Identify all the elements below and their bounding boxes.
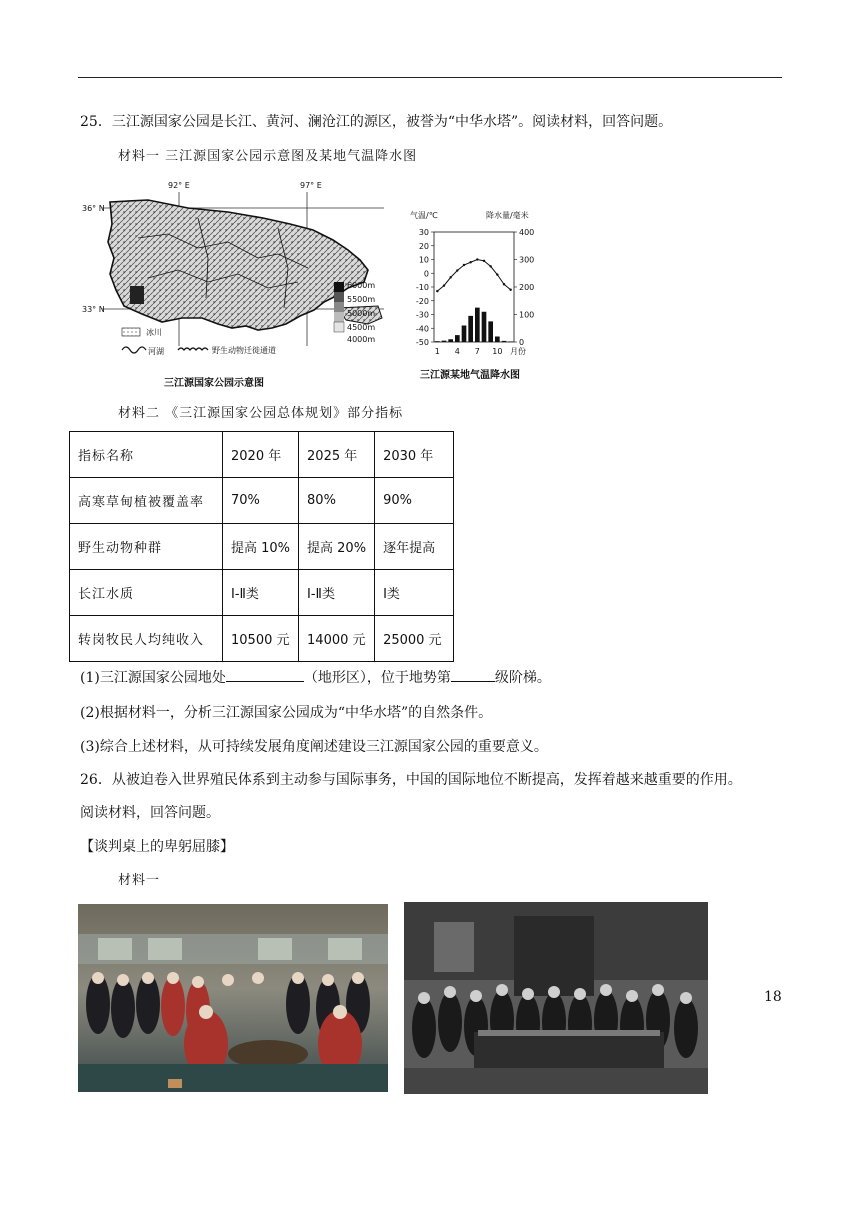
table-row — [70, 616, 454, 662]
table-cell: 2030 年 — [375, 432, 454, 478]
material-2-title: 材料二 《三江源国家公园总体规划》部分指标 — [118, 406, 404, 421]
svg-text:92° E: 92° E — [168, 181, 190, 190]
svg-text:三江源国家公园示意图: 三江源国家公园示意图 — [164, 378, 264, 389]
temp-tick-label: -10 — [415, 283, 429, 292]
table-cell: 14000 元 — [299, 616, 375, 662]
table-cell: 长江水质 — [70, 570, 223, 616]
table-row — [70, 524, 454, 570]
month-tick-label: 1 — [434, 347, 440, 356]
temp-point — [463, 264, 465, 266]
svg-text:三江源某地气温降水图: 三江源某地气温降水图 — [420, 370, 520, 381]
temp-tick-label: 10 — [418, 255, 429, 265]
table-cell: 转岗牧民人均纯收入 — [70, 616, 223, 662]
table-cell: 90% — [375, 478, 454, 524]
temp-point — [456, 269, 458, 271]
temp-point — [503, 283, 505, 285]
precip-bar — [462, 326, 467, 343]
treaty-photograph-image — [404, 902, 708, 1094]
svg-text:6000m: 6000m — [347, 281, 376, 290]
material-1-title-q26: 材料一 — [118, 873, 161, 888]
header-rule — [78, 77, 782, 78]
precip-bar — [495, 337, 500, 343]
svg-text:36° N: 36° N — [82, 204, 105, 213]
sub-question-2: (2)根据材料一，分析三江源国家公园成为“中华水塔”的自然条件。 — [80, 705, 493, 721]
precip-bar — [502, 341, 507, 342]
plot-frame — [434, 232, 514, 342]
table-cell: Ⅰ类 — [375, 570, 454, 616]
precip-bar — [448, 339, 453, 342]
temp-tick-label: -40 — [415, 324, 429, 334]
temp-point — [509, 289, 511, 291]
month-tick-label: 4 — [454, 347, 460, 356]
temp-point — [476, 258, 478, 260]
temp-axis-label: 气温/℃ — [410, 211, 438, 220]
svg-text:5500m: 5500m — [347, 295, 376, 304]
table-row — [70, 478, 454, 524]
svg-text:4500m: 4500m — [347, 323, 376, 332]
temp-point — [483, 260, 485, 262]
treaty-painting-image — [78, 904, 388, 1092]
table-cell: 逐年提高 — [375, 524, 454, 570]
table-cell: Ⅰ-Ⅱ类 — [223, 570, 299, 616]
table-cell: 提高 20% — [299, 524, 375, 570]
table-cell: 2025 年 — [299, 432, 375, 478]
svg-text:97° E: 97° E — [300, 181, 322, 190]
table-header-row — [70, 432, 454, 478]
climate-chart — [404, 200, 554, 386]
table-cell: 高寒草甸植被覆盖率 — [70, 478, 223, 524]
table-cell: 80% — [299, 478, 375, 524]
table-row — [70, 570, 454, 616]
svg-text:33° N: 33° N — [82, 305, 105, 314]
answer-blank-step[interactable] — [451, 667, 495, 682]
temp-point — [443, 284, 445, 286]
precip-bar — [482, 312, 487, 342]
precip-bar — [468, 316, 473, 342]
temp-tick-label: 30 — [418, 228, 429, 237]
precip-tick-label: 0 — [519, 338, 525, 347]
sub-question-1: (1)三江源国家公园地处 （地形区），位于地势第 级阶梯。 — [80, 667, 551, 688]
month-axis-label: 月份 — [510, 347, 526, 356]
precip-bar — [435, 341, 440, 342]
month-tick-label: 10 — [492, 347, 503, 356]
table-cell: 提高 10% — [223, 524, 299, 570]
table-cell: 野生动物种群 — [70, 524, 223, 570]
sanjiangyuan-map-figure — [78, 178, 398, 392]
question-26-stem-cont: 阅读材料，回答问题。 — [80, 805, 220, 821]
precip-bar — [488, 321, 493, 342]
page-number: 18 — [764, 989, 782, 1005]
svg-text:河湖: 河湖 — [148, 347, 164, 356]
month-tick-label: 7 — [474, 347, 480, 356]
temp-point — [436, 290, 438, 292]
answer-blank-landform[interactable] — [226, 667, 304, 682]
precip-tick-label: 100 — [519, 310, 535, 320]
temp-point — [496, 273, 498, 275]
temp-point — [449, 276, 451, 278]
table-cell: Ⅰ-Ⅱ类 — [299, 570, 375, 616]
park-region — [108, 200, 368, 330]
temp-tick-label: -30 — [415, 310, 429, 320]
precip-tick-label: 300 — [519, 255, 535, 265]
temp-point — [489, 265, 491, 267]
table-cell: 25000 元 — [375, 616, 454, 662]
question-25-stem: 25．三江源国家公园是长江、黄河、澜沧江的源区，被誉为“中华水塔”。阅读材料，回答问题。 — [80, 114, 673, 130]
temp-tick-label: 20 — [418, 241, 429, 251]
indicator-table — [69, 431, 454, 662]
elevation-legend — [334, 281, 375, 344]
precip-bar — [508, 341, 513, 342]
precip-bar — [455, 335, 460, 342]
svg-text:4000m: 4000m — [347, 335, 376, 344]
question-26-stem: 26．从被迫卷入世界殖民体系到主动参与国际事务，中国的国际地位不断提高，发挥着越来越重要的作用。 — [80, 772, 742, 788]
table-cell: 70% — [223, 478, 299, 524]
precip-tick-label: 200 — [519, 283, 535, 292]
section-title: 【谈判桌上的卑躬屈膝】 — [80, 839, 234, 855]
svg-text:5000m: 5000m — [347, 309, 376, 318]
material-1-title: 材料一 三江源国家公园示意图及某地气温降水图 — [118, 149, 418, 164]
svg-text:冰川: 冰川 — [146, 328, 162, 337]
precip-tick-label: 400 — [519, 228, 535, 237]
precip-axis-label: 降水量/毫米 — [486, 211, 529, 220]
precip-bar — [475, 308, 480, 342]
table-cell: 指标名称 — [70, 432, 223, 478]
svg-text:野生动物迁徙通道: 野生动物迁徙通道 — [212, 346, 276, 355]
temp-point — [469, 261, 471, 263]
table-cell: 2020 年 — [223, 432, 299, 478]
temp-tick-label: -50 — [415, 338, 429, 347]
sub-question-3: (3)综合上述材料，从可持续发展角度阐述建设三江源国家公园的重要意义。 — [80, 739, 548, 755]
table-cell: 10500 元 — [223, 616, 299, 662]
temp-tick-label: -20 — [415, 296, 429, 306]
precip-bar — [442, 341, 447, 342]
temp-line — [437, 260, 510, 292]
temp-tick-label: 0 — [423, 269, 429, 279]
